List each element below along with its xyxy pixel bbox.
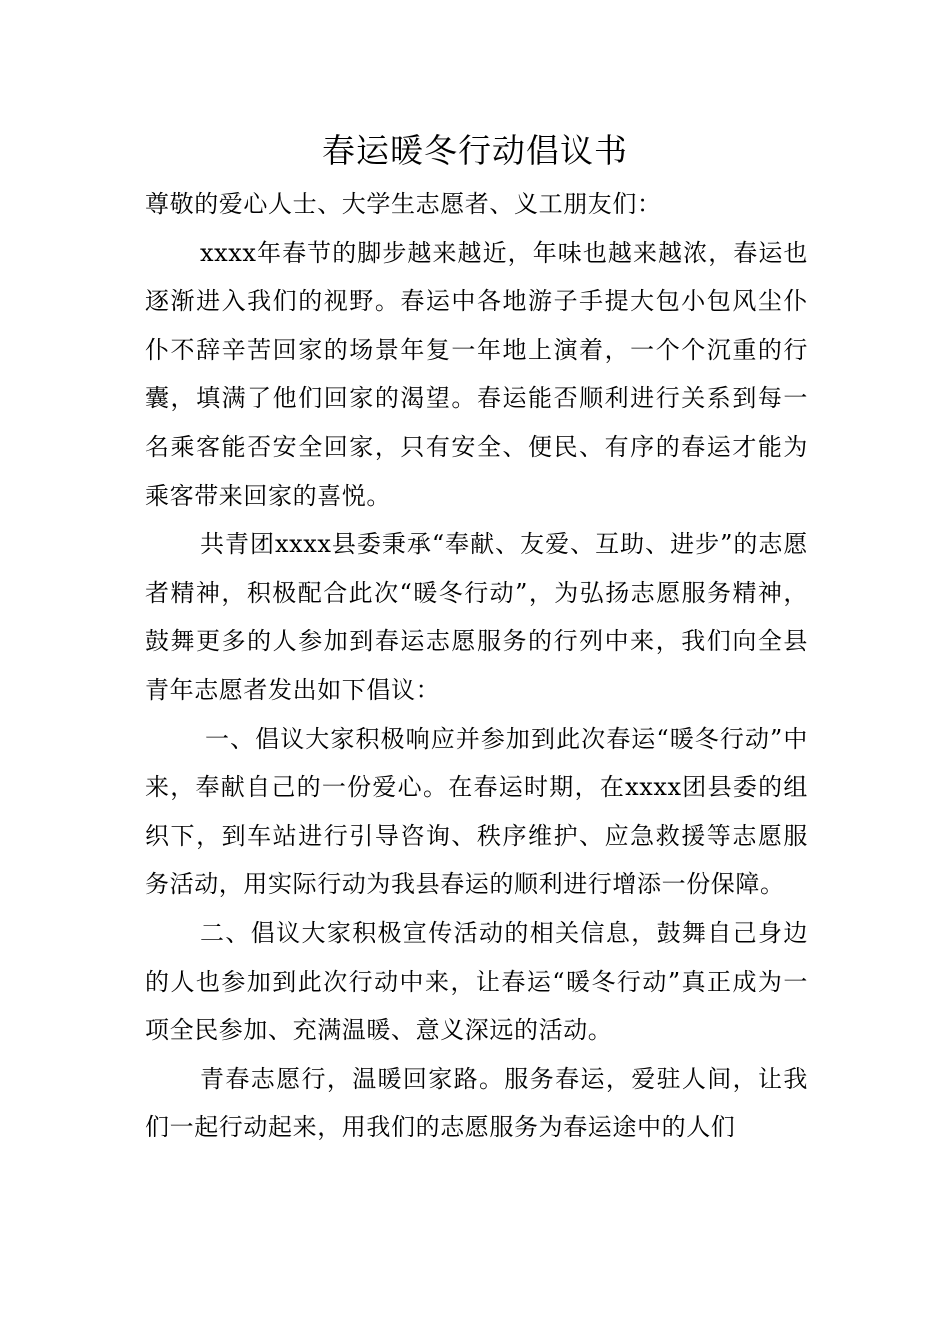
paragraph-league-committee: 共青团xxxx县委秉承“奉献、友爱、互助、进步”的志愿者精神，积极配合此次“暖冬行动”，为弘扬志愿服务精神，鼓舞更多的人参加到春运志愿服务的行列中来，我们向全县青年志愿者发出如下倡议： (145, 530, 808, 704)
paragraph-proposal-one: 一、倡议大家积极响应并参加到此次春运“暖冬行动”中来，奉献自己的一份爱心。在春运时期，在xxxx团县委的组织下，到车站进行引导咨询、秩序维护、应急救援等志愿服务活动，用实际行动为我县春运的顺利进行增添一份保障。 (145, 724, 808, 899)
document-body (145, 180, 808, 1152)
document-title: 春运暖冬行动倡议书 (322, 131, 628, 170)
paragraph-proposal-two: 二、倡议大家积极宣传活动的相关信息，鼓舞自己身边的人也参加到此次行动中来，让春运“暖冬行动”真正成为一项全民参加、充满温暖、意义深远的活动。 (145, 918, 808, 1045)
paragraph-intro: xxxx年春节的脚步越来越近，年味也越来越浓，春运也逐渐进入我们的视野。春运中各地游子手提大包小包风尘仆仆不辞辛苦回家的场景年复一年地上演着，一个个沉重的行囊，填满了他们回家的渴望。春运能否顺利进行关系到每一名乘客能否安全回家，只有安全、便民、有序的春运才能为乘客带来回家的喜悦。 (145, 238, 808, 510)
paragraph-closing: 青春志愿行，温暖回家路。服务春运，爱驻人间，让我们一起行动起来，用我们的志愿服务为春运途中的人们 (145, 1064, 808, 1142)
salutation: 尊敬的爱心人士、大学生志愿者、义工朋友们： (145, 190, 662, 218)
